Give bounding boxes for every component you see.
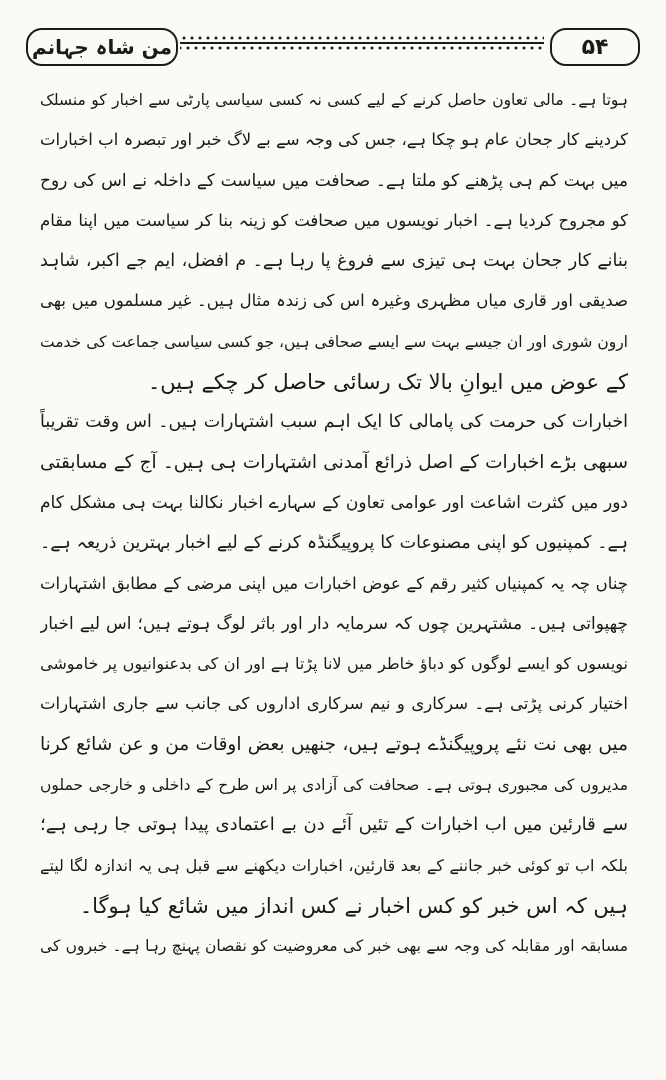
- text-line: بلکہ اب تو کوئی خبر جاننے کے بعد قارئین، اخبارات دیکھنے سے قبل ہی یہ اندازہ لگا لیتے: [40, 855, 628, 875]
- text-line: چناں چہ یہ کمپنیاں کثیر رقم کے عوض اخبارات میں اپنی مرضی کے مطابق اشتہارات: [40, 573, 628, 593]
- text-line: اخبارات کی حرمت کی پامالی کا ایک اہم سبب اشتہارات ہیں۔ اس وقت تقریباً: [40, 412, 628, 433]
- text-line: مدیروں کی مجبوری ہوتی ہے۔ صحافت کی آزادی پر اس طرح کے داخلی و خارجی حملوں: [40, 776, 628, 795]
- page-header: [22, 22, 644, 66]
- text-line: کو مجروح کردیا ہے۔ اخبار نویسوں میں صحافت کو زینہ بنا کر سیاست میں اپنا مقام: [40, 210, 628, 230]
- page-number: ۵۴: [550, 28, 640, 66]
- text-line: صدیقی اور قاری میاں مظہری وغیرہ اس کی زندہ مثال ہیں۔ غیر مسلموں میں بھی: [40, 291, 628, 311]
- text-line: نویسوں کو ایسے لوگوں کو دباؤ خاطر میں لانا پڑتا ہے اور ان کی بدعنوانیوں پر خاموشی: [40, 654, 628, 674]
- text-line: چھپواتی ہیں۔ مشتہرین چوں کہ سرمایہ دار اور باثر لوگ ہوتے ہیں؛ اس لیے اخبار: [40, 613, 628, 634]
- running-title: من شاہ جہانم: [26, 28, 178, 66]
- text-line: دور میں کثرت اشاعت اور عوامی تعاون کے سہارے اخبار نکالنا بہت ہی مشکل کام: [40, 492, 628, 513]
- body-text: [40, 80, 628, 967]
- text-line: اختیار کرنی پڑتی ہے۔ سرکاری و نیم سرکاری اداروں کی جانب سے جاری اشتہارات: [40, 694, 628, 714]
- text-line: ہوتا ہے۔ مالی تعاون حاصل کرنے کے لیے کسی نہ کسی سیاسی پارٹی سے اخبار کو منسلک: [40, 91, 628, 109]
- text-line: سبھی بڑے اخبارات کے اصل ذرائع آمدنی اشتہارات ہی ہیں۔ آج کے مسابقتی: [40, 451, 628, 473]
- text-line: ارون شوری اور ان جیسے بہت سے ایسے صحافی ہیں، جو کسی سیاسی جماعت کی خدمت: [40, 332, 628, 351]
- text-line: بنانے کار جحان بہت ہی تیزی سے فروغ پا رہا ہے۔ م افضل، ایم جے اکبر، شاہد: [40, 251, 628, 272]
- text-line: سے قارئین میں اب اخبارات کے تئیں آئے دن بے اعتمادی پیدا ہوتی جا رہی ہے؛: [40, 814, 628, 836]
- text-line: مسابقہ اور مقابلہ کی وجہ سے بھی خبر کی معروضیت کو نقصان پہنچ رہا ہے۔ خبروں کی: [40, 937, 628, 956]
- text-line: کردینے کار جحان عام ہو چکا ہے، جس کی وجہ سے بے لاگ خبر اور تبصرہ اب اخبارات: [40, 130, 628, 150]
- text-line: میں بھی نت نئے پروپیگنڈے ہوتے ہیں، جنھیں بعض اوقات من و عن شائع کرنا: [40, 733, 628, 755]
- text-line: میں بہت کم ہی پڑھنے کو ملتا ہے۔ صحافت میں سیاست کے داخلہ نے اس کی روح: [40, 170, 628, 191]
- text-line: ہیں کہ اس خبر کو کس اخبار نے کس انداز میں شائع کیا ہوگا۔: [79, 893, 628, 918]
- header-rule-line: [180, 42, 544, 44]
- text-line: کے عوض میں ایوانِ بالا تک رسائی حاصل کر چکے ہیں۔: [147, 370, 628, 395]
- text-line: ہے۔ کمپنیوں کو اپنی مصنوعات کا پروپیگنڈہ کرنے کے لیے اخبار بہترین ذریعہ ہے۔: [40, 533, 628, 554]
